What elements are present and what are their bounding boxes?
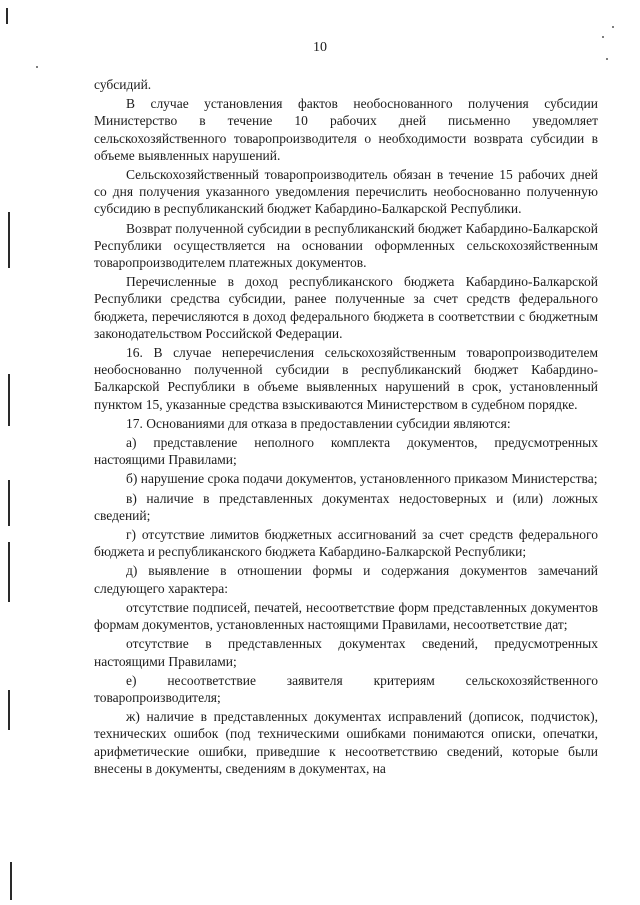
scan-edge-mark xyxy=(6,8,8,24)
scan-speck xyxy=(602,36,604,38)
paragraph: Перечисленные в доход республиканского бюджета Кабардино-Балкарской Республики средства субсидии, ранее полученные за счет средств федерального бюджета, перечисляются в доход федерального бюджета в соответствии с бюджетным законодательством Российской Федерации. xyxy=(94,274,598,341)
list-item: е) несоответствие заявителя критериям сельскохозяйственного товаропроизводителя; xyxy=(94,672,598,705)
scan-speck xyxy=(606,58,608,60)
paragraph: субсидий. xyxy=(94,77,152,92)
paragraph: Возврат полученной субсидии в республиканский бюджет Кабардино-Балкарской Республики осуществляется на основании оформленных сельскохозяйственным товаропроизводителем платежных документов. xyxy=(94,220,598,271)
scan-speck xyxy=(36,66,38,68)
list-item: в) наличие в представленных документах недостоверных и (или) ложных сведений; xyxy=(94,490,598,523)
paragraph: В случае установления фактов необоснованного получения субсидии Министерство в течение 10 рабочих дней письменно уведомляет сельскохозяйственного товаропроизводителя о необходимости возврата субсидии в объеме выявленных нарушений. xyxy=(94,96,598,163)
scan-edge-mark xyxy=(10,862,12,900)
scan-edge-mark xyxy=(8,212,10,268)
scan-edge-mark xyxy=(8,690,10,730)
list-item: г) отсутствие лимитов бюджетных ассигнований за счет средств федерального бюджета и республиканского бюджета Кабардино-Балкарской Республики; xyxy=(94,527,598,560)
paragraph: 17. Основаниями для отказа в предоставлении субсидии являются: xyxy=(126,415,511,431)
scan-edge-mark xyxy=(8,542,10,602)
list-item: а) представление неполного комплекта документов, предусмотренных настоящими Правилами; xyxy=(94,435,598,468)
list-item: б) нарушение срока подачи документов, установленного приказом Министерства; xyxy=(126,471,598,487)
scan-speck xyxy=(612,26,614,28)
paragraph: Сельскохозяйственный товаропроизводитель обязан в течение 15 рабочих дней со дня получения указанного уведомления перечислить необоснованно полученную субсидию в республиканский бюджет Кабардино-Балкарской Республики. xyxy=(94,167,598,217)
paragraph: отсутствие в представленных документах сведений, предусмотренных настоящими Правилами; xyxy=(94,636,598,669)
paragraph: 16. В случае неперечисления сельскохозяйственным товаропроизводителем необоснованно полученной субсидии в республиканский бюджет Кабардино-Балкарской Республики в объеме выявленных нарушений в срок, установленный пунктом 15, указанные средства взыскиваются Министерством в судебном порядке. xyxy=(94,345,598,412)
scan-edge-mark xyxy=(8,480,10,526)
paragraph: отсутствие подписей, печатей, несоответствие форм представленных документов формам документов, установленных настоящими Правилами, несоответствие дат; xyxy=(94,599,598,633)
list-item: д) выявление в отношении формы и содержания документов замечаний следующего характера: xyxy=(94,563,598,596)
list-item: ж) наличие в представленных документах исправлений (дописок, подчисток), технических ошибок (под техническими ошибками понимаются описки, опечатки, арифметические ошибки, приведшие к несоответствию сведений, которые были внесены в документы, сведениям в документах, на xyxy=(94,709,598,776)
page-number: 10 xyxy=(313,40,327,55)
scan-edge-mark xyxy=(8,374,10,426)
document-body xyxy=(94,76,598,779)
